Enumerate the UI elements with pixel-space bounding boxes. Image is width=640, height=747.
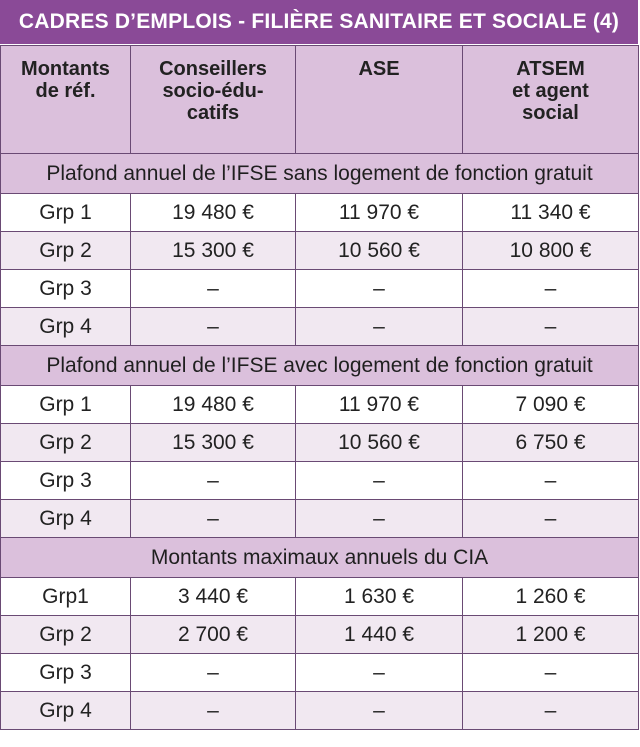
amount-cell: 10 560 € [296, 424, 463, 462]
amount-cell: – [131, 462, 296, 500]
table-row [1, 500, 639, 538]
amount-cell: – [463, 654, 639, 692]
amount-cell: 6 750 € [463, 424, 639, 462]
amount-cell: 11 970 € [296, 386, 463, 424]
section-label: Plafond annuel de l’IFSE sans logement de fonction gratuit [1, 154, 639, 194]
header-conseillers: Conseillers socio-édu- catifs [131, 46, 296, 154]
section-row [1, 346, 639, 386]
amount-cell: 19 480 € [131, 386, 296, 424]
table-title: CADRES D’EMPLOIS - FILIÈRE SANITAIRE ET SOCIALE (4) [0, 0, 638, 45]
header-row [1, 46, 639, 154]
group-label: Grp1 [1, 578, 131, 616]
section-row [1, 154, 639, 194]
data-table [0, 45, 639, 730]
amount-cell: 11 340 € [463, 194, 639, 232]
group-label: Grp 4 [1, 692, 131, 730]
amount-cell: – [463, 692, 639, 730]
amount-cell: 3 440 € [131, 578, 296, 616]
amount-cell: – [131, 654, 296, 692]
amount-cell: 19 480 € [131, 194, 296, 232]
table-row [1, 232, 639, 270]
amount-cell: 10 800 € [463, 232, 639, 270]
amount-cell: – [131, 692, 296, 730]
amount-cell: 1 630 € [296, 578, 463, 616]
amount-cell: 10 560 € [296, 232, 463, 270]
amount-cell: – [296, 692, 463, 730]
group-label: Grp 2 [1, 616, 131, 654]
table-row [1, 194, 639, 232]
table-row [1, 424, 639, 462]
amount-cell: – [296, 500, 463, 538]
table-row [1, 462, 639, 500]
section-label: Montants maximaux annuels du CIA [1, 538, 639, 578]
section-row [1, 538, 639, 578]
amount-cell: 7 090 € [463, 386, 639, 424]
amount-cell: – [463, 308, 639, 346]
table-body [1, 154, 639, 730]
group-label: Grp 3 [1, 462, 131, 500]
section-label: Plafond annuel de l’IFSE avec logement de fonction gratuit [1, 346, 639, 386]
amount-cell: 2 700 € [131, 616, 296, 654]
group-label: Grp 2 [1, 424, 131, 462]
table-row [1, 270, 639, 308]
amount-cell: – [296, 308, 463, 346]
group-label: Grp 4 [1, 500, 131, 538]
amount-cell: 15 300 € [131, 424, 296, 462]
table-row [1, 616, 639, 654]
group-label: Grp 4 [1, 308, 131, 346]
amount-cell: – [463, 462, 639, 500]
amount-cell: 11 970 € [296, 194, 463, 232]
amount-cell: – [463, 500, 639, 538]
amount-cell: – [131, 308, 296, 346]
amount-cell: 1 260 € [463, 578, 639, 616]
amount-cell: – [296, 654, 463, 692]
table-row [1, 654, 639, 692]
table-row [1, 386, 639, 424]
amount-cell: – [131, 500, 296, 538]
amount-cell: – [296, 270, 463, 308]
header-montants: Montants de réf. [1, 46, 131, 154]
header-ase: ASE [296, 46, 463, 154]
amount-cell: 1 440 € [296, 616, 463, 654]
amount-cell: – [131, 270, 296, 308]
amount-cell: 1 200 € [463, 616, 639, 654]
amount-cell: – [463, 270, 639, 308]
header-atsem: ATSEM et agent social [463, 46, 639, 154]
table-row [1, 308, 639, 346]
table-row [1, 692, 639, 730]
group-label: Grp 1 [1, 386, 131, 424]
group-label: Grp 1 [1, 194, 131, 232]
group-label: Grp 3 [1, 654, 131, 692]
table-row [1, 578, 639, 616]
group-label: Grp 2 [1, 232, 131, 270]
amount-cell: – [296, 462, 463, 500]
amount-cell: 15 300 € [131, 232, 296, 270]
group-label: Grp 3 [1, 270, 131, 308]
